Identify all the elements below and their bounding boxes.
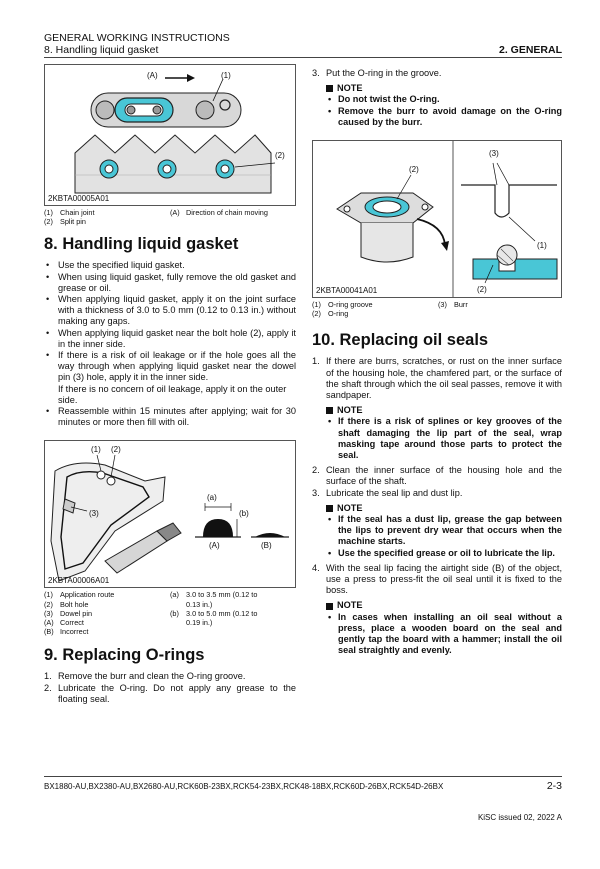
callout-2: (2) xyxy=(111,445,121,455)
label-correct: (A) xyxy=(209,541,220,551)
footer-model-list: BX1880-AU,BX2380-AU,BX2680-AU,RCK60B-23BX,RCK54-23BX,RCK48-18BX,RCK60D-26BX,RCK54D-26BX xyxy=(44,782,444,791)
section-9-steps xyxy=(44,671,296,705)
section-10-note-4: NOTE • In cases when installing an oil seal without a press, place a wooden board on the seal and gently tap the board with a hammer; install the oil seal straightly and evenly. xyxy=(326,600,562,656)
gasket-figure xyxy=(44,440,296,588)
callout-a: (A) xyxy=(147,71,158,80)
callout-1: (1) xyxy=(537,241,547,251)
list-item: 3. Put the O-ring in the groove. xyxy=(312,68,442,78)
section-8-list-end xyxy=(44,406,296,428)
right-column xyxy=(312,68,562,657)
section-10-note-1: NOTE • If there is a risk of splines or key grooves of the shaft damaging the lip part of the seal, wrap masking tape around those parts to protect the seal. xyxy=(326,405,562,461)
figure-id: 2KBTA00006A01 xyxy=(48,576,110,586)
section-10-title: 10. Replacing oil seals xyxy=(312,331,489,350)
callout-2: (2) xyxy=(409,165,419,175)
note-square-icon xyxy=(326,85,333,92)
note-square-icon xyxy=(326,603,333,610)
list-item: • Reassemble within 15 minutes after applying; wait for 30 minutes or more then fill with oil. xyxy=(44,406,296,428)
label-incorrect: (B) xyxy=(261,541,272,551)
section-9-title: 9. Replacing O-rings xyxy=(44,646,205,665)
list-item: • Do not twist the O-ring. xyxy=(326,94,562,105)
list-item: • Use the specified grease or oil to lubricate the lip. xyxy=(326,548,562,559)
list-item: • If there is a risk of oil leakage or if the hole goes all the way through when applying liquid gasket near the dowel pin (3) hole, apply it in the inner side. xyxy=(44,350,296,384)
chain-figure-caption: (1) Chain joint (A) Direction of chain moving (2) Split pin xyxy=(44,208,268,227)
list-item: • When using liquid gasket, fully remove the old gasket and grease or oil. xyxy=(44,272,296,294)
list-item: • Remove the burr to avoid damage on the O-ring caused by the burr. xyxy=(326,106,562,128)
list-item: • If the seal has a dust lip, grease the gap between the lips to prevent dry wear that occurs when the machine starts. xyxy=(326,514,562,548)
callout-3: (3) xyxy=(489,149,499,159)
list-item: • When applying liquid gasket, apply it on the joint surface with a thickness of 3.0 to 5.0 mm (0.12 to 0.13 in.) without making any gaps. xyxy=(44,294,296,328)
oring-figure xyxy=(312,140,562,298)
section-10-note-3: NOTE • If the seal has a dust lip, grease the gap between the lips to prevent dry wear that occurs when the machine starts. • Use the specified grease or oil to lubricate the lip. xyxy=(326,503,562,559)
figure-id: 2KBTA00005A01 xyxy=(48,194,110,203)
callout-1: (1) xyxy=(221,71,231,80)
section-10-steps-2 xyxy=(312,465,562,499)
header-divider xyxy=(44,57,562,58)
callout-3: (3) xyxy=(89,509,99,519)
chain-figure xyxy=(44,64,296,206)
footer-divider xyxy=(44,776,562,777)
list-item: 4. With the seal lip facing the airtight side (B) of the object, use a press to press-fit the oil seal until it is fixed to the boss. xyxy=(312,562,562,596)
section-10-steps xyxy=(312,356,562,401)
section-10-steps-3 xyxy=(312,563,562,597)
page-header xyxy=(44,32,230,56)
left-column xyxy=(44,64,296,705)
list-item: • If there is a risk of splines or key grooves of the shaft damaging the lip part of the seal, wrap masking tape around those parts to protect the seal. xyxy=(326,416,562,461)
section-8-list xyxy=(44,260,296,383)
list-item: 2. Clean the inner surface of the housing hole and the surface of the shaft. xyxy=(312,465,562,487)
chain-illustration xyxy=(45,65,295,205)
callout-2: (2) xyxy=(275,151,285,160)
list-item: • When applying liquid gasket near the bolt hole (2), apply it in the inner side. xyxy=(44,328,296,350)
note-square-icon xyxy=(326,505,333,512)
list-item: 3. Lubricate the seal lip and dust lip. xyxy=(312,487,463,498)
callout-a-dim: (a) xyxy=(207,493,217,503)
figure-id: 2KBTA00041A01 xyxy=(316,286,378,296)
section-8-title: 8. Handling liquid gasket xyxy=(44,235,239,254)
oring-illustration xyxy=(313,141,561,297)
list-item: • Use the specified liquid gasket. xyxy=(44,260,296,271)
section-9-steps-cont xyxy=(312,68,562,79)
oring-figure-caption: (1) O-ring groove (3) Burr (2) O-ring xyxy=(312,300,468,319)
callout-1: (1) xyxy=(91,445,101,455)
header-section: 8. Handling liquid gasket xyxy=(44,44,159,56)
header-chapter: GENERAL WORKING INSTRUCTIONS xyxy=(44,32,230,44)
issue-info: KiSC issued 02, 2022 A xyxy=(477,813,562,822)
gasket-illustration xyxy=(45,441,295,587)
list-item: 1. If there are burrs, scratches, or rust on the inner surface of the housing hole, the chamfered part, or the surface of the shaft through which the oil seal passes, remove it with sandpaper. xyxy=(312,356,562,401)
list-item: 2. Lubricate the O-ring. Do not apply any grease to the floating seal. xyxy=(44,682,296,704)
gasket-figure-caption: (1) Application route (a) 3.0 to 3.5 mm (0.12 to (2) Bolt hole 0.13 in.) (3) Dowel pin (b) 3.0 to 5.0 mm (0.12 to (A) Correct 0.19 in.) (B) Incorrect xyxy=(44,590,258,637)
note-square-icon xyxy=(326,407,333,414)
callout-2b: (2) xyxy=(477,285,487,295)
section-9-note: NOTE • Do not twist the O-ring. • Remove the burr to avoid damage on the O-ring caused by the burr. xyxy=(326,83,562,128)
page-number: 2-3 xyxy=(546,780,562,792)
list-item: • In cases when installing an oil seal without a press, place a wooden board on the seal and gently tap the board with a hammer; install the oil seal straightly and evenly. xyxy=(326,612,562,657)
section-8-paragraph: If there is no concern of oil leakage, apply it on the outer side. xyxy=(58,383,287,405)
header-chapter-number: 2. GENERAL xyxy=(498,44,562,56)
callout-b-dim: (b) xyxy=(239,509,249,519)
list-item: 1. Remove the burr and clean the O-ring groove. xyxy=(44,671,246,682)
